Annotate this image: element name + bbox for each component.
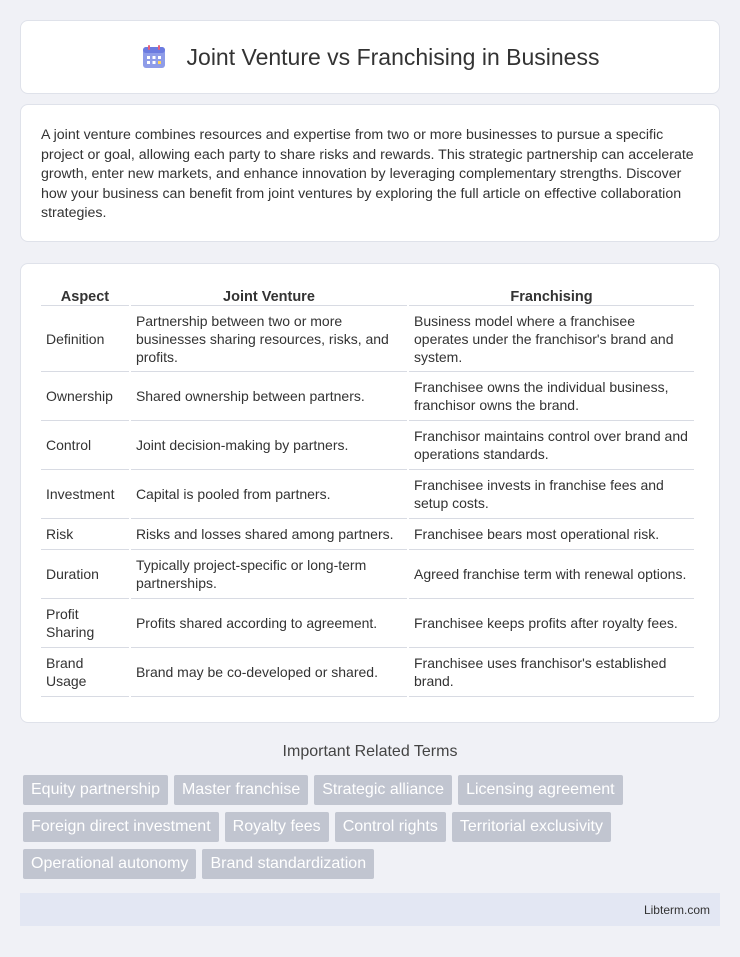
intro-paragraph: A joint venture combines resources and expertise from two or more businesses to pursue a specific project or goal, allowing each party to share risks and rewards. This strategic partnership can accelerate growth, enter new markets, and enhance innovation by leveraging complementary strengths. Discover how your business can benefit from joint ventures by exploring the full article on effective collaboration strategies. — [41, 127, 694, 222]
comparison-card — [20, 263, 720, 723]
term-tag[interactable]: Operational autonomy — [23, 849, 196, 879]
header-aspect: Aspect — [41, 284, 129, 306]
table-row — [41, 648, 694, 697]
related-terms-list — [23, 775, 713, 879]
table-row — [41, 519, 694, 550]
cell-aspect: Ownership — [41, 372, 129, 421]
table-row — [41, 421, 694, 470]
footer — [20, 893, 720, 926]
related-terms-heading: Important Related Terms — [282, 743, 458, 760]
header-franchising: Franchising — [409, 284, 694, 306]
cell-franchising: Franchisee bears most operational risk. — [409, 519, 694, 550]
cell-aspect: Investment — [41, 470, 129, 519]
cell-aspect: Profit Sharing — [41, 599, 129, 648]
calendar-icon — [141, 44, 167, 70]
cell-franchising: Franchisee uses franchisor's established brand. — [409, 648, 694, 697]
term-tag[interactable]: Foreign direct investment — [23, 812, 219, 842]
term-tag[interactable]: Equity partnership — [23, 775, 168, 805]
term-tag[interactable]: Royalty fees — [225, 812, 329, 842]
term-tag[interactable]: Licensing agreement — [458, 775, 623, 805]
table-row — [41, 470, 694, 519]
table-header-row — [41, 284, 694, 306]
header-joint-venture: Joint Venture — [131, 284, 407, 306]
cell-franchising: Franchisee keeps profits after royalty fees. — [409, 599, 694, 648]
table-row — [41, 550, 694, 599]
table-row — [41, 306, 694, 372]
cell-joint-venture: Joint decision-making by partners. — [131, 421, 407, 470]
cell-franchising: Franchisee invests in franchise fees and setup costs. — [409, 470, 694, 519]
cell-joint-venture: Shared ownership between partners. — [131, 372, 407, 421]
term-tag[interactable]: Control rights — [335, 812, 446, 842]
page-title: Joint Venture vs Franchising in Business — [186, 43, 600, 70]
cell-aspect: Duration — [41, 550, 129, 599]
table-row — [41, 599, 694, 648]
term-tag[interactable]: Master franchise — [174, 775, 308, 805]
header-card — [20, 20, 720, 94]
intro-card — [20, 104, 720, 242]
cell-aspect: Definition — [41, 306, 129, 372]
cell-franchising: Agreed franchise term with renewal options. — [409, 550, 694, 599]
cell-joint-venture: Risks and losses shared among partners. — [131, 519, 407, 550]
cell-joint-venture: Profits shared according to agreement. — [131, 599, 407, 648]
footer-site-link[interactable]: Libterm.com — [643, 902, 710, 917]
cell-joint-venture: Capital is pooled from partners. — [131, 470, 407, 519]
term-tag[interactable]: Strategic alliance — [314, 775, 452, 805]
title-wrap — [141, 44, 600, 71]
cell-franchising: Franchisor maintains control over brand and operations standards. — [409, 421, 694, 470]
cell-aspect: Risk — [41, 519, 129, 550]
cell-joint-venture: Partnership between two or more businesses sharing resources, risks, and profits. — [131, 306, 407, 372]
term-tag[interactable]: Brand standardization — [202, 849, 374, 879]
cell-franchising: Franchisee owns the individual business, franchisor owns the brand. — [409, 372, 694, 421]
cell-joint-venture: Typically project-specific or long-term partnerships. — [131, 550, 407, 599]
term-tag[interactable]: Territorial exclusivity — [452, 812, 611, 842]
cell-joint-venture: Brand may be co-developed or shared. — [131, 648, 407, 697]
cell-aspect: Control — [41, 421, 129, 470]
cell-franchising: Business model where a franchisee operates under the franchisor's brand and system. — [409, 306, 694, 372]
cell-aspect: Brand Usage — [41, 648, 129, 697]
comparison-table — [39, 284, 696, 697]
table-row — [41, 372, 694, 421]
